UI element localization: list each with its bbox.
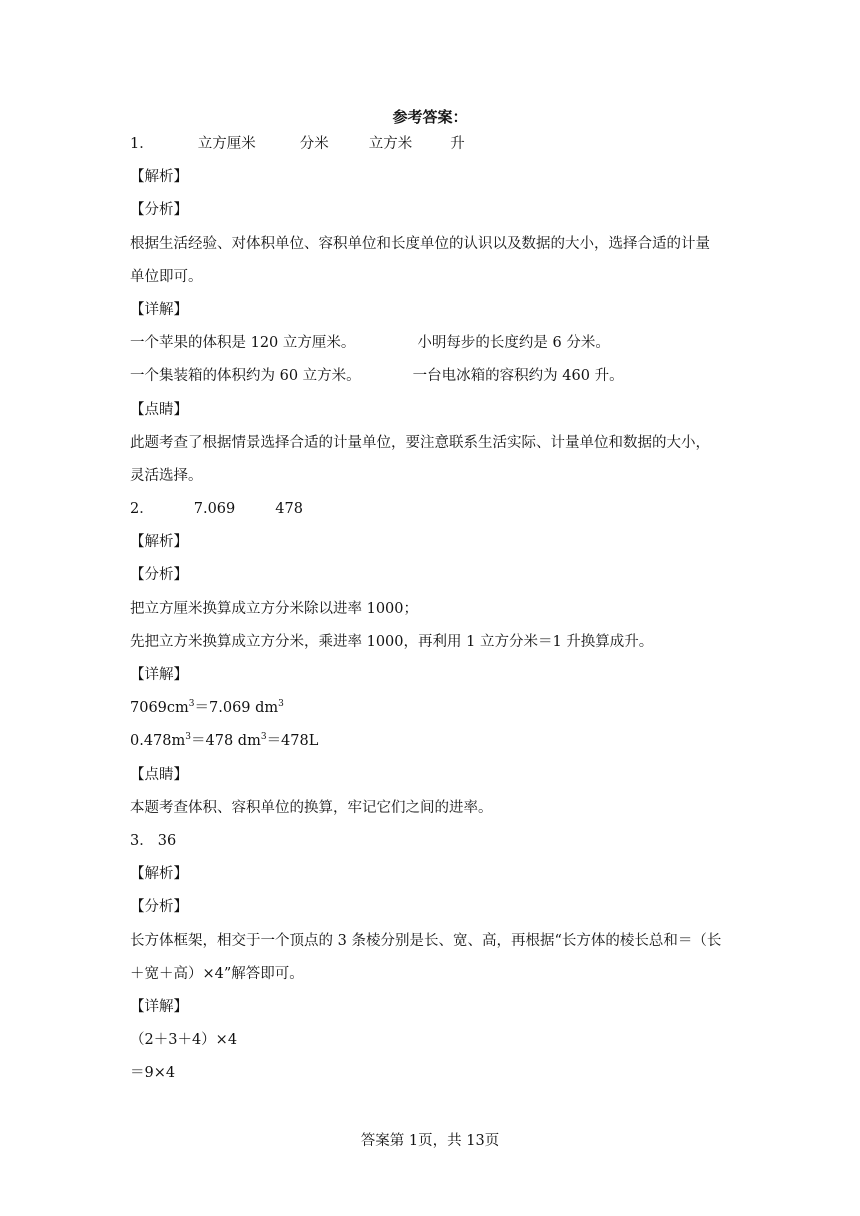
q1-fenxi-line-2: 单位即可。 [130,268,203,285]
q2-equation-2: $0.478m^3=478$ $dm^3=478L$ [130,732,319,750]
q1-detail-2a: 一个集装箱的体积约为 60 立方米。 [130,368,361,385]
q2-equation-1: $7069cm^3=7.069$ $dm^3$ [130,699,284,717]
q3-fenxi-line-2: ＋宽＋高）×4”解答即可。 [130,965,304,982]
q1-detail-line-2 [130,365,734,387]
q1-answer-2: 分米 [299,136,329,152]
q1-number: 1． [130,136,154,152]
q1-jiexi-heading: 【解析】 [130,169,188,186]
q3-fenxi-text [130,930,734,985]
q2-fenxi-line-2: 先把立方米换算成立方分米，乘进率 1000，再利用 1 立方分米＝1 升换算成升。 [130,633,654,650]
q2-number: 2． [130,501,154,518]
q1-detail-line-1 [130,332,734,354]
q1-dianjing-line-1: 此题考查了根据情景选择合适的计量单位，要注意联系生活实际、计量单位和数据的大小， [130,434,710,451]
q3-fenxi-heading: 【分析】 [130,899,188,916]
q1-answer-line [130,133,734,155]
q1-detail-2b: 一台电冰箱的容积约为 460 升。 [412,368,624,385]
page-title: 参考答案： [392,108,468,126]
q2-answer-2: 478 [275,501,303,518]
q1-dianjing-heading: 【点睛】 [130,401,188,418]
q3-number: 3． [130,832,154,849]
q2-dianjing-text: 本题考查体积、容积单位的换算，牢记它们之间的进率。 [130,799,493,816]
q3-jiexi-heading: 【解析】 [130,866,188,883]
q1-fenxi-line-1: 根据生活经验、对体积单位、容积单位和长度单位的认识以及数据的大小，选择合适的计量 [130,235,710,252]
q1-detail-1b: 小明每步的长度约是 6 分米。 [417,335,610,352]
q3-answer-line [130,830,734,852]
q3-calc-line-2: ＝9×4 [130,1065,176,1082]
q1-answer-3: 立方米 [368,136,413,152]
q1-dianjing-text [130,432,734,487]
q2-dianjing-heading: 【点睛】 [130,766,188,783]
q2-fenxi-line-1: 把立方厘米换算成立方分米除以进率 1000； [130,600,419,617]
q2-answer-line [130,498,734,520]
q3-xiangjie-heading: 【详解】 [130,998,188,1015]
q1-answer-4: 升 [450,136,465,152]
page-footer: 答案第 1页，共 13页 [360,1133,500,1149]
q3-fenxi-line-1: 长方体框架，相交于一个顶点的 3 条棱分别是长、宽、高，再根据“长方体的棱长总和＝（长 [130,932,722,949]
q1-xiangjie-heading: 【详解】 [130,301,188,318]
q1-answer-1: 立方厘米 [197,136,256,152]
q1-detail-1a: 一个苹果的体积是 120 立方厘米。 [130,335,356,352]
q2-xiangjie-heading: 【详解】 [130,667,188,683]
q2-answer-1: 7.069 [193,501,236,518]
q3-answer: 36 [157,832,177,849]
answer-content [130,133,734,1095]
q2-fenxi-heading: 【分析】 [130,567,188,584]
q1-fenxi-text [130,233,734,288]
q3-calc-line-1: （2＋3＋4）×4 [130,1032,238,1049]
q1-dianjing-line-2: 灵活选择。 [130,467,203,484]
q2-jiexi-heading: 【解析】 [130,534,188,551]
q1-fenxi-heading: 【分析】 [130,202,188,219]
